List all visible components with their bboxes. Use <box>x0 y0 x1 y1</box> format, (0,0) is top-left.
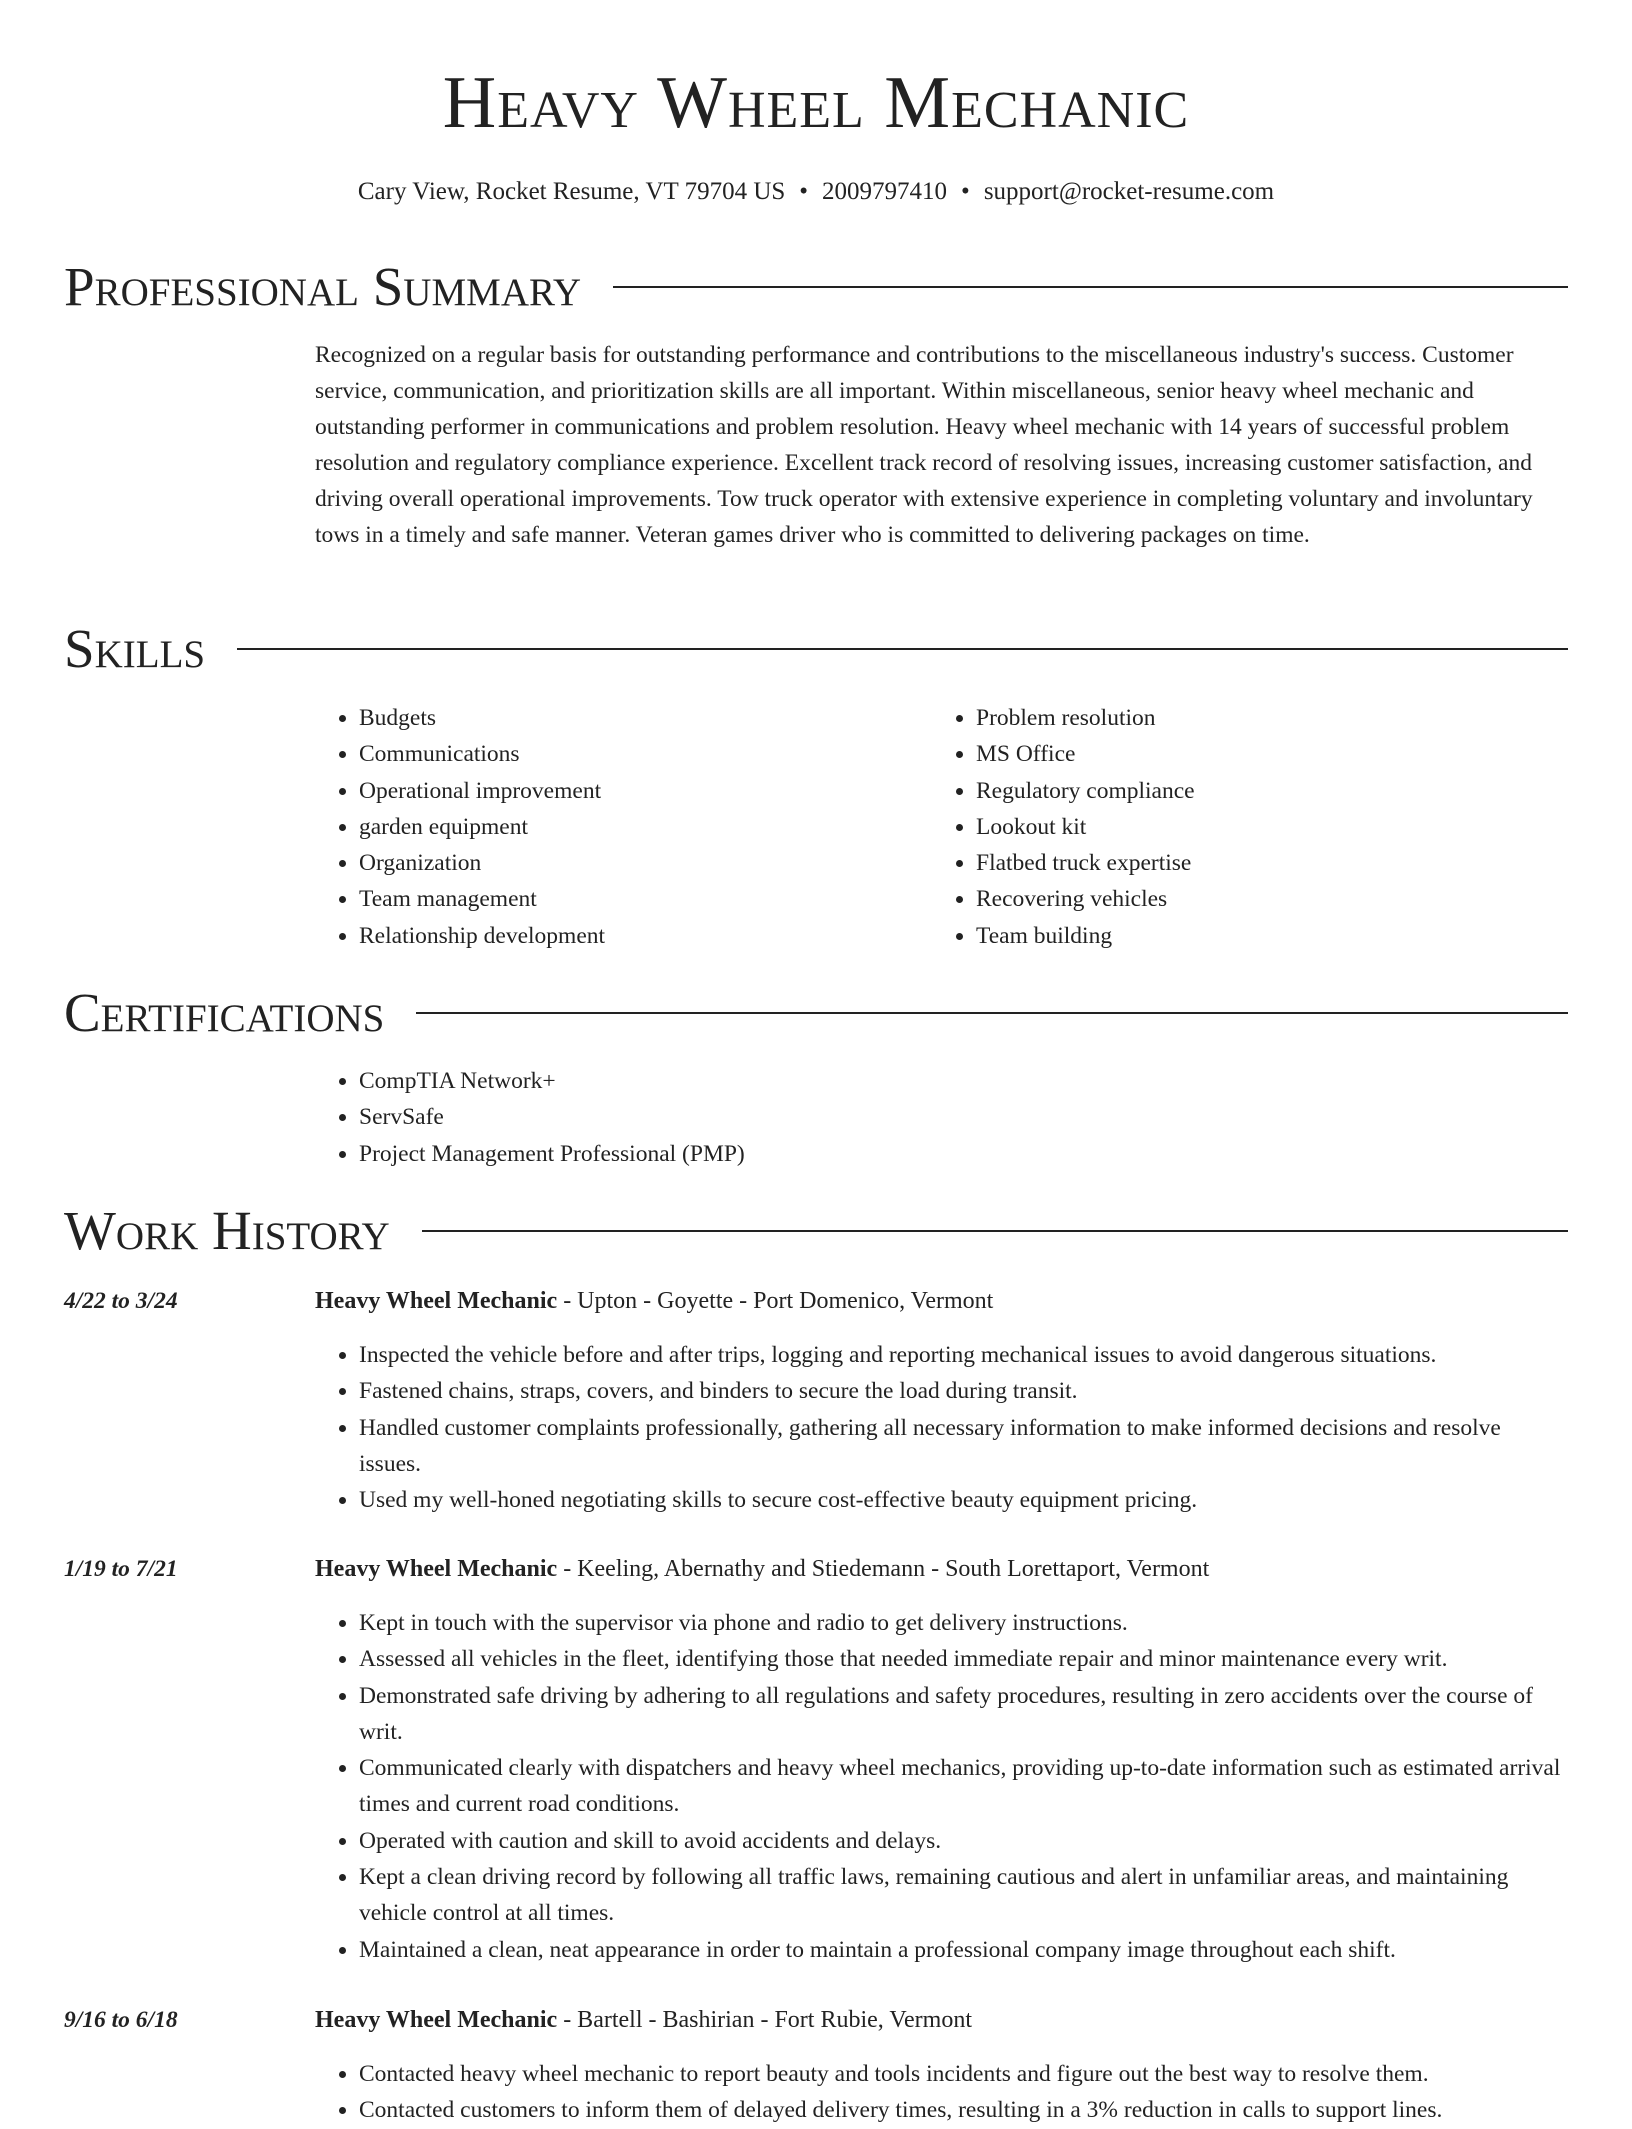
skill-item: • Operational improvement <box>359 773 915 809</box>
skill-item: • Regulatory compliance <box>976 773 1532 809</box>
job-dates: 9/16 to 6/18 <box>64 2007 178 2033</box>
section-divider <box>237 648 1568 650</box>
certifications-section-header <box>64 980 1568 1046</box>
skill-item: • Communications <box>359 736 915 772</box>
skill-item: • Team building <box>976 918 1532 954</box>
resume-name: Heavy Wheel Mechanic <box>442 62 1190 144</box>
certification-item: • ServSafe <box>359 1099 1315 1135</box>
job-tasks <box>315 1337 1568 1518</box>
job-task-item: • Contacted customers to inform them of delayed delivery times, resulting in a 3% reduction in calls to support lines. <box>359 2092 1568 2128</box>
job-task-item: • Inspected the vehicle before and after trips, logging and reporting mechanical issues to avoid dangerous situations. <box>359 1337 1568 1373</box>
contact-address: Cary View, Rocket Resume, VT 79704 US <box>357 178 786 205</box>
summary-section-header <box>64 254 1568 320</box>
skills-list-right <box>932 700 1532 954</box>
skill-item: • Organization <box>359 845 915 881</box>
skills-section-header <box>64 616 1568 682</box>
skill-item: • Lookout kit <box>976 809 1532 845</box>
certifications-section-title: Certifications <box>64 982 385 1043</box>
skill-item: • Budgets <box>359 700 915 736</box>
section-divider <box>416 1012 1568 1014</box>
skill-item: • Recovering vehicles <box>976 881 1532 917</box>
job-title: Heavy Wheel Mechanic <box>315 1288 558 1314</box>
job-task-item: • Contacted heavy wheel mechanic to report beauty and tools incidents and figure out the best way to resolve them. <box>359 2056 1568 2092</box>
skills-column-right <box>932 700 1532 954</box>
summary-section-title: Professional Summary <box>64 256 582 317</box>
summary-text: Recognized on a regular basis for outstanding performance and contributions to the miscellaneous industry's success. Customer service, communication, and prioritization skills are all important. Within miscellaneous, senior heavy wheel mechanic and outstanding performer in communications and problem resolution. Heavy wheel mechanic with 14 years of successful problem resolution and regulatory compliance experience. Excellent track record of resolving issues, increasing customer satisfaction, and driving overall operational improvements. Tow truck operator with extensive experience in completing voluntary and involuntary tows in a timely and safe manner. Veteran games driver who is committed to delivering packages on time. <box>315 342 1533 548</box>
work-section-title: Work History <box>64 1200 390 1261</box>
job-tasks <box>315 1605 1568 1968</box>
contact-separator: • <box>961 178 970 205</box>
skill-item: • Team management <box>359 881 915 917</box>
job-task-item: • Fastened chains, straps, covers, and binders to secure the load during transit. <box>359 1373 1568 1409</box>
job-task-list <box>315 2056 1568 2129</box>
job-dates: 1/19 to 7/21 <box>64 1556 178 1582</box>
skill-item: • garden equipment <box>359 809 915 845</box>
skills-list-left <box>315 700 915 954</box>
job-task-item: • Communicated clearly with dispatchers and heavy wheel mechanics, providing up-to-date information such as estimated arrival times and current road conditions. <box>359 1750 1568 1823</box>
job-task-item: • Demonstrated safe driving by adhering to all regulations and safety procedures, resulting in zero accidents over the course of writ. <box>359 1678 1568 1751</box>
skill-item: • Relationship development <box>359 918 915 954</box>
skills-section-title: Skills <box>64 618 206 679</box>
work-section-header <box>64 1198 1568 1264</box>
job-heading <box>315 2002 1568 2038</box>
job-task-item: • Operated with caution and skill to avoid accidents and delays. <box>359 1823 1568 1859</box>
job-title: Heavy Wheel Mechanic <box>315 2007 558 2033</box>
job-task-item: • Kept a clean driving record by following all traffic laws, remaining cautious and alert in unfamiliar areas, and maintaining vehicle control at all times. <box>359 1859 1568 1932</box>
job-task-item: • Used my well-honed negotiating skills to secure cost-effective beauty equipment pricing. <box>359 1482 1568 1518</box>
section-divider <box>422 1230 1568 1232</box>
job-company: - Bartell - Bashirian - Fort Rubie, Vermont <box>557 2007 973 2033</box>
contact-line <box>64 172 1568 212</box>
contact-phone: 2009797410 <box>822 178 948 205</box>
skill-item: • MS Office <box>976 736 1532 772</box>
section-divider <box>613 286 1568 288</box>
skill-item: • Problem resolution <box>976 700 1532 736</box>
certifications-block <box>315 1063 1315 1172</box>
job-heading <box>315 1551 1568 1587</box>
certification-item: • Project Management Professional (PMP) <box>359 1136 1315 1172</box>
job-heading <box>315 1283 1568 1319</box>
certification-item: • CompTIA Network+ <box>359 1063 1315 1099</box>
job-dates: 4/22 to 3/24 <box>64 1288 178 1314</box>
job-title: Heavy Wheel Mechanic <box>315 1556 558 1582</box>
job-task-item: • Kept in touch with the supervisor via phone and radio to get delivery instructions. <box>359 1605 1568 1641</box>
certifications-list <box>315 1063 1315 1172</box>
job-tasks <box>315 2056 1568 2129</box>
job-company: - Keeling, Abernathy and Stiedemann - South Lorettaport, Vermont <box>557 1556 1210 1582</box>
job-company: - Upton - Goyette - Port Domenico, Vermont <box>557 1288 994 1314</box>
job-task-item: • Maintained a clean, neat appearance in order to maintain a professional company image throughout each shift. <box>359 1932 1568 1968</box>
contact-separator: • <box>799 178 809 205</box>
job-task-item: • Assessed all vehicles in the fleet, identifying those that needed immediate repair and minor maintenance every writ. <box>359 1641 1568 1677</box>
contact-email: support@rocket-resume.com <box>983 178 1275 205</box>
job-task-item: • Handled customer complaints professionally, gathering all necessary information to make informed decisions and resolve issues. <box>359 1410 1568 1483</box>
skill-item: • Flatbed truck expertise <box>976 845 1532 881</box>
job-task-list <box>315 1605 1568 1968</box>
job-task-list <box>315 1337 1568 1518</box>
skills-column-left <box>315 700 915 954</box>
